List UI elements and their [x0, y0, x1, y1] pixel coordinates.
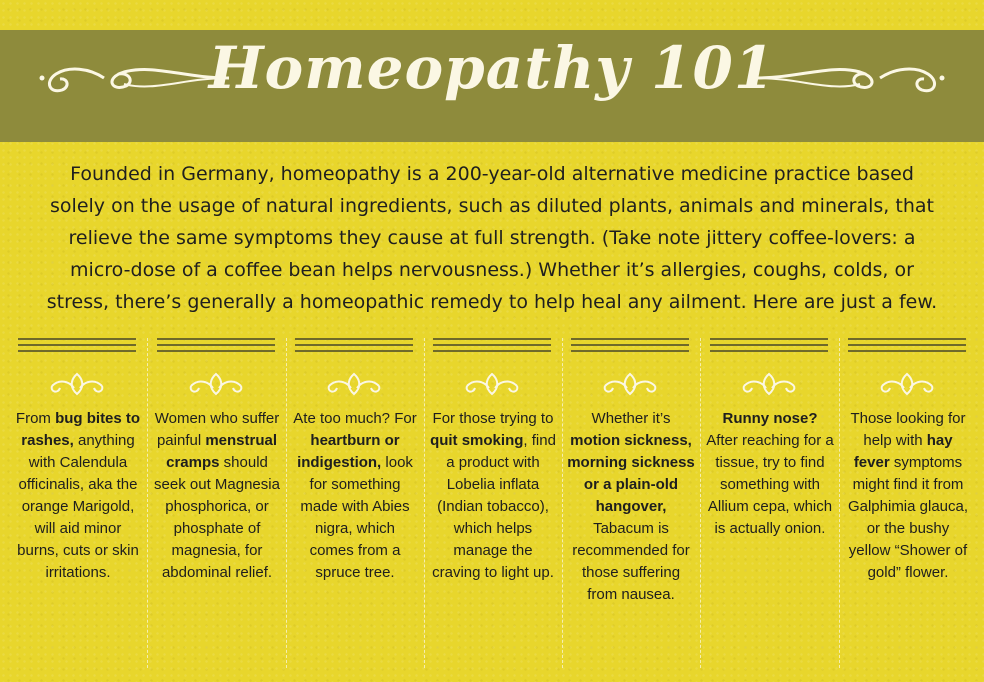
remedy-column — [706, 338, 834, 668]
column-divider — [562, 338, 563, 668]
scroll-ornament-icon — [878, 372, 936, 396]
column-divider — [147, 338, 148, 668]
remedy-highlight: hay fever — [853, 432, 953, 471]
column-divider — [424, 338, 425, 668]
remedy-column — [567, 338, 695, 668]
triple-rule — [295, 338, 413, 354]
remedy-highlight: menstrual cramps — [166, 432, 278, 471]
remedy-text: Ate too much? For heartburn or indigestion, look for something made with Abies nigra, which comes from a spruce tree. — [293, 410, 417, 581]
remedy-text: Those looking for help with hay fever symptoms might find it from Galphimia glauca, or the bushy yellow “Shower of gold” flower. — [847, 410, 969, 581]
remedy-highlight: heartburn or indigestion, — [297, 432, 400, 471]
triple-rule — [848, 338, 966, 354]
remedy-text: Women who suffer painful menstrual cramps should seek out Magnesia phosphorica, or phosphate of magnesia, for abdominal relief. — [154, 410, 280, 581]
page-title: Homeopathy 101 — [208, 34, 776, 102]
triple-rule — [710, 338, 828, 354]
remedy-column — [291, 338, 419, 668]
triple-rule — [18, 338, 136, 354]
triple-rule — [157, 338, 275, 354]
scroll-ornament-icon — [601, 372, 659, 396]
remedy-column — [429, 338, 557, 668]
column-divider — [700, 338, 701, 668]
intro-paragraph: Founded in Germany, homeopathy is a 200-year-old alternative medicine practice based solely on the usage of natural ingredients, such as diluted plants, animals and minerals, that relieve the same symptoms they cause at full strength. (Take note jittery coffee-lovers: a micro-dose of a coffee bean helps nervousness.) Whether it’s allergies, coughs, colds, or stress, there’s generally a homeopathic remedy to help heal any ailment. Here are just a few. — [46, 163, 938, 313]
remedy-text: Runny nose? After reaching for a tissue, try to find something with Allium cepa, which is actually onion. — [706, 410, 834, 537]
remedy-text: Whether it’s motion sickness, morning sickness or a plain-old hangover, Tabacum is recommended for those suffering from nausea. — [567, 410, 695, 603]
remedy-highlight: quit smoking — [430, 432, 524, 449]
column-divider — [286, 338, 287, 668]
triple-rule — [571, 338, 689, 354]
remedy-column — [14, 338, 142, 668]
scroll-ornament-icon — [187, 372, 245, 396]
remedy-highlight: motion sickness, morning sickness or a plain-old hangover, — [567, 432, 695, 515]
remedy-highlight: bug bites to rashes, — [21, 410, 141, 449]
remedy-text: From bug bites to rashes, anything with Calendula officinalis, aka the orange Marigold, will aid minor burns, cuts or skin irritations. — [15, 410, 141, 581]
remedy-text: For those trying to quit smoking, find a product with Lobelia inflata (Indian tobacco), which helps manage the craving to light up. — [430, 410, 556, 581]
remedy-column — [153, 338, 281, 668]
scroll-ornament-icon — [48, 372, 106, 396]
scroll-ornament-icon — [325, 372, 383, 396]
triple-rule — [433, 338, 551, 354]
column-divider — [839, 338, 840, 668]
remedy-highlight: Runny nose? — [722, 410, 818, 427]
scroll-ornament-icon — [463, 372, 521, 396]
remedy-column — [844, 338, 972, 668]
scroll-ornament-icon — [740, 372, 798, 396]
